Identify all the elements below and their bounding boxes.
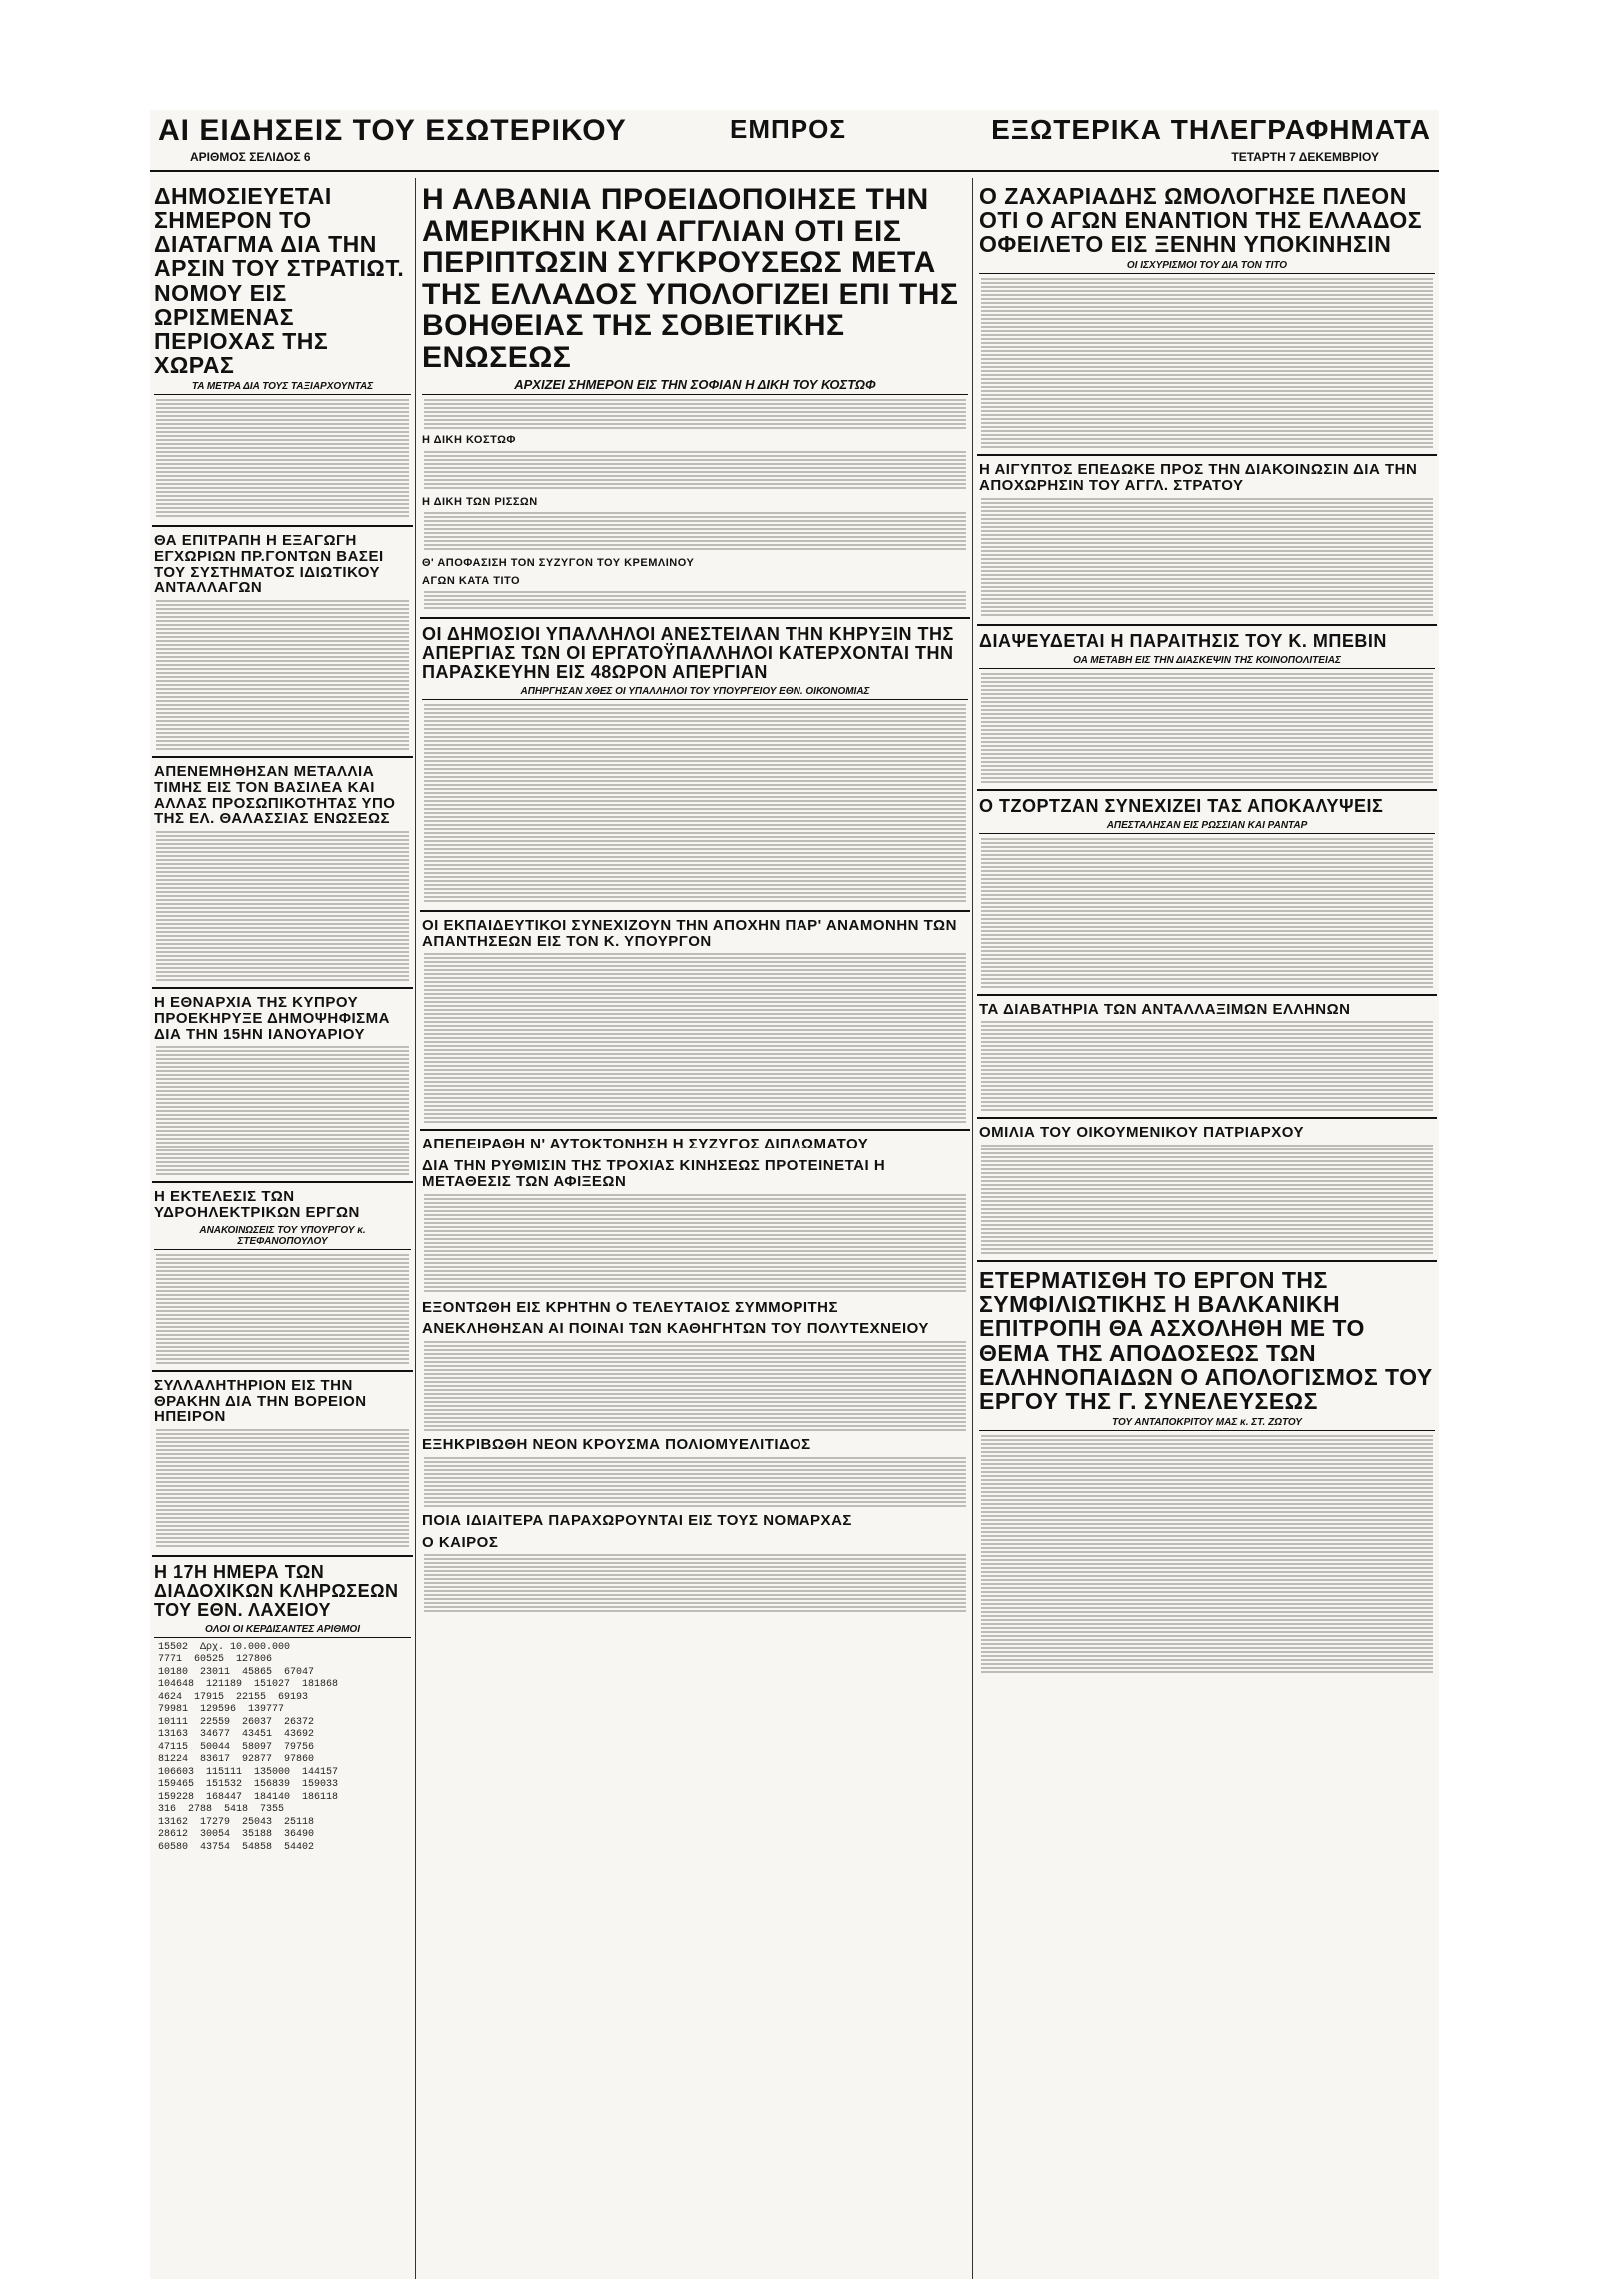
headline: Ο ΚΑΙΡΟΣ bbox=[422, 1533, 499, 1551]
article-body bbox=[981, 1435, 1433, 1675]
article-body bbox=[156, 1254, 409, 1364]
divider bbox=[977, 994, 1437, 996]
headline: ΔΙΑ ΤΗΝ ΡΥΘΜΙΣΙΝ ΤΗΣ ΤΡΟΧΙΑΣ ΚΙΝΗΣΕΩΣ ΠΡΟΤΕΙΝΕΤΑΙ Η ΜΕΤΑΘΕΣΙΣ ΤΩΝ ΑΦΙΞΕΩΝ bbox=[422, 1157, 886, 1190]
article-body bbox=[156, 399, 409, 519]
divider bbox=[420, 1129, 970, 1131]
subheadline: ΑΡΧΙΖΕΙ ΣΗΜΕΡΟΝ ΕΙΣ ΤΗΝ ΣΟΦΙΑΝ Η ΔΙΚΗ ΤΟΥ ΚΟΣΤΩΦ bbox=[422, 377, 968, 395]
headline: Η 17Η ΗΜΕΡΑ ΤΩΝ ΔΙΑΔΟΧΙΚΩΝ ΚΛΗΡΩΣΕΩΝ ΤΟΥ ΕΘΝ. ΛΑΧΕΙΟΥ bbox=[154, 1562, 399, 1620]
headline: ΑΝΕΚΛΗΘΗΣΑΝ ΑΙ ΠΟΙΝΑΙ ΤΩΝ ΚΑΘΗΓΗΤΩΝ ΤΟΥ ΠΟΛΥΤΕΧΝΕΙΟΥ bbox=[422, 1320, 929, 1338]
headline: Η ΑΙΓΥΠΤΟΣ ΕΠΕΔΩΚΕ ΠΡΟΣ ΤΗΝ ΔΙΑΚΟΙΝΩΣΙΝ ΔΙΑ ΤΗΝ ΑΠΟΧΩΡΗΣΙΝ ΤΟΥ ΑΓΓΛ. ΣΤΡΑΤΟΥ bbox=[979, 461, 1418, 495]
lead-headline: Η ΑΛΒΑΝΙΑ ΠΡΟΕΙΔΟΠΟΙΗΣΕ ΤΗΝ ΑΜΕΡΙΚΗΝ ΚΑΙ ΑΓΓΛΙΑΝ ΟΤΙ ΕΙΣ ΠΕΡΙΠΤΩΣΙΝ ΣΥΓΚΡΟΥΣΕΩΣ ΜΕΤΑ ΤΗΣ ΕΛΛΑΔΟΣ ΥΠΟΛΟΓΙΖΕΙ ΕΠΙ ΤΗΣ ΒΟΗΘΕΙΑΣ ΤΗΣ ΣΟΒΙΕΤΙΚΗΣ ΕΝΩΣΕΩΣ bbox=[422, 183, 959, 374]
headline: ΤΑ ΔΙΑΒΑΤΗΡΙΑ ΤΩΝ ΑΝΤΑΛΛΑΞΙΜΩΝ ΕΛΛΗΝΩΝ bbox=[979, 1000, 1351, 1018]
headline: Ο ΖΑΧΑΡΙΑΔΗΣ ΩΜΟΛΟΓΗΣΕ ΠΛΕΟΝ ΟΤΙ Ο ΑΓΩΝ ΕΝΑΝΤΙΟΝ ΤΗΣ ΕΛΛΑΔΟΣ ΟΦΕΙΛΕΤΟ ΕΙΣ ΞΕΝΗΝ ΥΠΟΚΙΝΗΣΙΝ bbox=[979, 183, 1423, 258]
headline: ΟΜΙΛΙΑ ΤΟΥ ΟΙΚΟΥΜΕΝΙΚΟΥ ΠΑΤΡΙΑΡΧΟΥ bbox=[979, 1124, 1304, 1142]
subheadline: ΑΝΑΚΟΙΝΩΣΕΙΣ ΤΟΥ ΥΠΟΥΡΓΟΥ κ. ΣΤΕΦΑΝΟΠΟΥΛΟΥ bbox=[154, 1225, 411, 1250]
headline: ΕΞΗΚΡΙΒΩΘΗ ΝΕΟΝ ΚΡΟΥΣΜΑ ΠΟΛΙΟΜΥΕΛΙΤΙΔΟΣ bbox=[422, 1436, 811, 1454]
article-body bbox=[424, 1341, 966, 1431]
subheadline: ΑΠΕΣΤΑΛΗΣΑΝ ΕΙΣ ΡΩΣΣΙΑΝ ΚΑΙ ΡΑΝΤΑΡ bbox=[979, 820, 1435, 834]
article-body bbox=[424, 1554, 966, 1614]
issue-date: ΤΕΤΑΡΤΗ 7 ΔΕΚΕΜΒΡΙΟΥ bbox=[1231, 150, 1379, 164]
page-number: ΑΡΙΘΜΟΣ ΣΕΛΙΔΟΣ 6 bbox=[190, 150, 311, 164]
article-body bbox=[981, 673, 1433, 783]
masthead bbox=[150, 110, 1439, 172]
divider bbox=[152, 987, 413, 989]
article-body bbox=[156, 831, 409, 981]
article-body bbox=[981, 1021, 1433, 1111]
section-title-left: ΑΙ ΕΙΔΗΣΕΙΣ ΤΟΥ ΕΣΩΤΕΡΙΚΟΥ bbox=[158, 114, 627, 147]
article-body bbox=[981, 278, 1433, 448]
article-body bbox=[424, 591, 966, 611]
article-body bbox=[424, 399, 966, 429]
subheadline: ΤΑ ΜΕΤΡΑ ΔΙΑ ΤΟΥΣ ΤΑΞΙΑΡΧΟΥΝΤΑΣ bbox=[154, 381, 411, 395]
article-body bbox=[156, 1429, 409, 1549]
headline: ΟΙ ΕΚΠΑΙΔΕΥΤΙΚΟΙ ΣΥΝΕΧΙΖΟΥΝ ΤΗΝ ΑΠΟΧΗΝ ΠΑΡ' ΑΝΑΜΟΝΗΝ ΤΩΝ ΑΠΑΝΤΗΣΕΩΝ ΕΙΣ ΤΟΝ Κ. ΥΠΟΥΡΓΟΝ bbox=[422, 916, 957, 950]
headline: ΕΞΟΝΤΩΘΗ ΕΙΣ ΚΡΗΤΗΝ Ο ΤΕΛΕΥΤΑΙΟΣ ΣΥΜΜΟΡΙΤΗΣ bbox=[422, 1298, 838, 1316]
article-body bbox=[156, 1046, 409, 1175]
article-body bbox=[424, 1457, 966, 1507]
article-body bbox=[424, 1194, 966, 1294]
headline: ΕΤΕΡΜΑΤΙΣΘΗ ΤΟ ΕΡΓΟΝ ΤΗΣ ΣΥΜΦΙΛΙΩΤΙΚΗΣ Η ΒΑΛΚΑΝΙΚΗ ΕΠΙΤΡΟΠΗ ΘΑ ΑΣΧΟΛΗΘΗ ΜΕ ΤΟ ΘΕΜΑ ΤΗΣ ΑΠΟΔΟΣΕΩΣ ΤΩΝ ΕΛΛΗΝΟΠΑΙΔΩΝ Ο ΑΠΟΛΟΓΙΣΜΟΣ ΤΟΥ ΕΡΓΟΥ ΤΗΣ Γ. ΣΥΝΕΛΕΥΣΕΩΣ bbox=[979, 1267, 1433, 1414]
article-body bbox=[424, 953, 966, 1123]
article-body bbox=[424, 512, 966, 552]
headline: ΑΠΕΝΕΜΗΘΗΣΑΝ ΜΕΤΑΛΛΙΑ ΤΙΜΗΣ ΕΙΣ ΤΟΝ ΒΑΣΙΛΕΑ ΚΑΙ ΑΛΛΑΣ ΠΡΟΣΩΠΙΚΟΤΗΤΑΣ ΥΠΟ ΤΗΣ ΕΛ. ΘΑΛΑΣΣΙΑΣ ΕΝΩΣΕΩΣ bbox=[154, 763, 396, 828]
section-subhead: Η ΔΙΚΗ ΤΩΝ ΡΙΣΣΩΝ bbox=[422, 495, 538, 508]
headline: ΠΟΙΑ ΙΔΙΑΙΤΕΡΑ ΠΑΡΑΧΩΡΟΥΝΤΑΙ ΕΙΣ ΤΟΥΣ ΝΟΜΑΡΧΑΣ bbox=[422, 1511, 852, 1529]
divider bbox=[977, 1260, 1437, 1262]
divider bbox=[420, 910, 970, 912]
newspaper-page bbox=[150, 110, 1439, 2279]
section-subhead: Η ΔΙΚΗ ΚΟΣΤΩΦ bbox=[422, 434, 516, 446]
headline: ΣΥΛΛΑΛΗΤΗΡΙΟΝ ΕΙΣ ΤΗΝ ΘΡΑΚΗΝ ΔΙΑ ΤΗΝ ΒΟΡΕΙΟΝ ΗΠΕΙΡΟΝ bbox=[154, 1376, 367, 1426]
divider bbox=[977, 454, 1437, 456]
article-body bbox=[981, 1145, 1433, 1254]
lottery-numbers: 15502 Δρχ. 10.000.000 7771 60525 127806 10180 23011 45865 67047 104648 121189 151027 181868 4624 17915 22155 69193 79981 129596 139777 10111 22559 26037 26372 13163 34677 43451 43692 47115 50044 58097 79756 81224 83617 92877 97860 106603 115111 135000 144157 159465 151532 156839 159033 159228 168447 184140 186118 316 2788 5418 7355 13162 17279 25043 25118 28612 30054 35188 36490 60580 43754 54858 54402 bbox=[158, 1641, 339, 1853]
article-body bbox=[981, 838, 1433, 988]
headline: Η ΕΘΝΑΡΧΙΑ ΤΗΣ ΚΥΠΡΟΥ ΠΡΟΕΚΗΡΥΞΕ ΔΗΜΟΨΗΦΙΣΜΑ ΔΙΑ ΤΗΝ 15ΗΝ ΙΑΝΟΥΑΡΙΟΥ bbox=[154, 994, 391, 1043]
headline: ΔΗΜΟΣΙΕΥΕΤΑΙ ΣΗΜΕΡΟΝ ΤΟ ΔΙΑΤΑΓΜΑ ΔΙΑ ΤΗΝ ΑΡΣΙΝ ΤΟΥ ΣΤΡΑΤΙΩΤ. ΝΟΜΟΥ ΕΙΣ ΩΡΙΣΜΕΝΑΣ ΠΕΡΙΟΧΑΣ ΤΗΣ ΧΩΡΑΣ bbox=[154, 183, 405, 378]
headline: Η ΕΚΤΕΛΕΣΙΣ ΤΩΝ ΥΔΡΟΗΛΕΚΤΡΙΚΩΝ ΕΡΓΩΝ bbox=[154, 1188, 360, 1222]
subheadline: ΟΙ ΙΣΧΥΡΙΣΜΟΙ ΤΟΥ ΔΙΑ ΤΟΝ ΤΙΤΟ bbox=[979, 260, 1435, 274]
divider bbox=[152, 1555, 413, 1557]
article-body bbox=[424, 451, 966, 491]
section-subhead: ΑΓΩΝ ΚΑΤΑ ΤΙΤΟ bbox=[422, 574, 521, 587]
subheadline: ΑΠΗΡΓΗΣΑΝ ΧΘΕΣ ΟΙ ΥΠΑΛΛΗΛΟΙ ΤΟΥ ΥΠΟΥΡΓΕΙΟΥ ΕΘΝ. ΟΙΚΟΝΟΜΙΑΣ bbox=[422, 686, 968, 700]
subheadline: ΟΛΟΙ ΟΙ ΚΕΡΔΙΣΑΝΤΕΣ ΑΡΙΘΜΟΙ bbox=[154, 1624, 411, 1638]
newspaper-title: ΕΜΠΡΟΣ bbox=[730, 114, 846, 144]
column-center bbox=[418, 178, 973, 2279]
column-foreign bbox=[975, 178, 1439, 2279]
divider bbox=[977, 624, 1437, 626]
divider bbox=[152, 1370, 413, 1372]
divider bbox=[152, 756, 413, 758]
column-domestic bbox=[150, 178, 416, 2279]
article-body bbox=[424, 704, 966, 904]
article-body bbox=[156, 600, 409, 750]
article-body bbox=[981, 498, 1433, 618]
divider bbox=[977, 1117, 1437, 1119]
divider bbox=[420, 617, 970, 619]
headline: ΘΑ ΕΠΙΤΡΑΠΗ Η ΕΞΑΓΩΓΗ ΕΓΧΩΡΙΩΝ ΠΡ.ΓΟΝΤΩΝ ΒΑΣΕΙ ΤΟΥ ΣΥΣΤΗΜΑΤΟΣ ΙΔΙΩΤΙΚΟΥ ΑΝΤΑΛΛΑΓΩΝ bbox=[154, 532, 384, 597]
subheadline: ΤΟΥ ΑΝΤΑΠΟΚΡΙΤΟΥ ΜΑΣ κ. ΣΤ. ΖΩΤΟΥ bbox=[979, 1417, 1435, 1431]
headline: ΔΙΑΨΕΥΔΕΤΑΙ Η ΠΑΡΑΙΤΗΣΙΣ ΤΟΥ Κ. ΜΠΕΒΙΝ bbox=[979, 630, 1387, 651]
headline: Ο ΤΖΟΡΤΖΑΝ ΣΥΝΕΧΙΖΕΙ ΤΑΣ ΑΠΟΚΑΛΥΨΕΙΣ bbox=[979, 795, 1384, 816]
section-title-right: ΕΞΩΤΕΡΙΚΑ ΤΗΛΕΓΡΑΦΗΜΑΤΑ bbox=[991, 114, 1431, 145]
headline: ΑΠΕΠΕΙΡΑΘΗ Ν' ΑΥΤΟΚΤΟΝΗΣΗ Η ΣΥΖΥΓΟΣ ΔΙΠΛΩΜΑΤΟΥ bbox=[422, 1136, 869, 1153]
headline: ΟΙ ΔΗΜΟΣΙΟΙ ΥΠΑΛΛΗΛΟΙ ΑΝΕΣΤΕΙΛΑΝ ΤΗΝ ΚΗΡΥΞΙΝ ΤΗΣ ΑΠΕΡΓΙΑΣ ΤΩΝ ΟΙ ΕΡΓΑΤΟΫΠΑΛΛΗΛΟΙ ΚΑΤΕΡΧΟΝΤΑΙ ΤΗΝ ΠΑΡΑΣΚΕΥΗΝ ΕΙΣ 48ΩΡΟΝ ΑΠΕΡΓΙΑΝ bbox=[422, 624, 954, 682]
section-subhead: Θ' ΑΠΟΦΑΣΙΣΗ ΤΟΝ ΣΥΖΥΓΟΝ ΤΟΥ ΚΡΕΜΛΙΝΟΥ bbox=[422, 557, 695, 570]
subheadline: ΟΑ ΜΕΤΑΒΗ ΕΙΣ ΤΗΝ ΔΙΑΣΚΕΨΙΝ ΤΗΣ ΚΟΙΝΟΠΟΛΙΤΕΙΑΣ bbox=[979, 655, 1435, 669]
divider bbox=[152, 1181, 413, 1183]
divider bbox=[977, 789, 1437, 791]
divider bbox=[152, 525, 413, 527]
